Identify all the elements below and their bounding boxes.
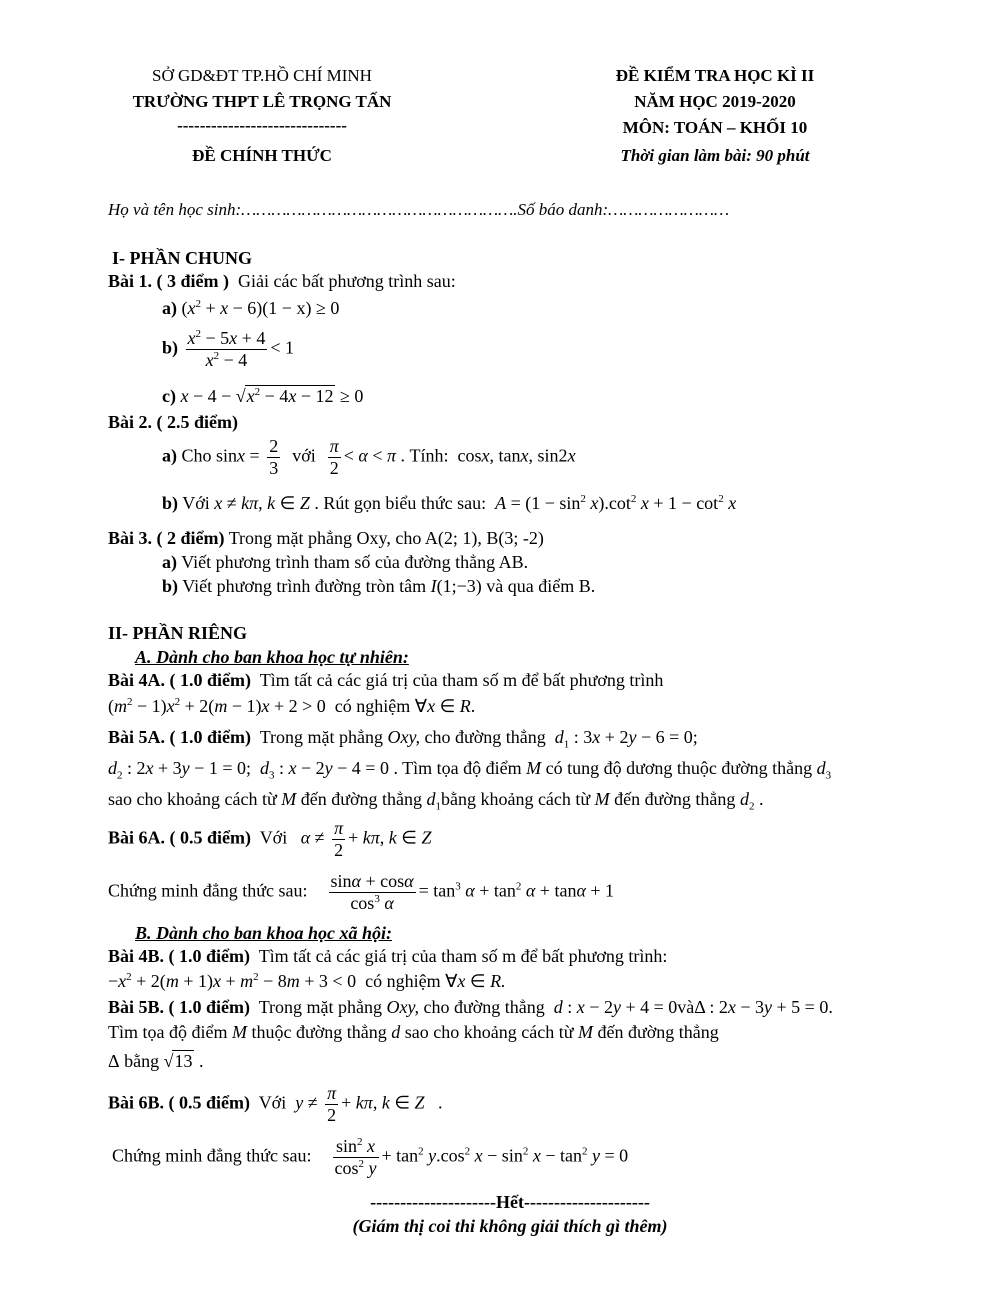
group-a-title: A. Dành cho ban khoa học tự nhiên: bbox=[135, 647, 409, 667]
bai6b-line2: Chứng minh đẳng thức sau: $\frac{\sin^2 x}{\cos^2 y}$ + $\tan^2 y.\cos^2$ $x - \sin^2 x - \tan^2 y = 0$ bbox=[112, 1136, 629, 1178]
bai1 bbox=[108, 271, 456, 292]
bai4a-inequality: $(m^2 - 1)x^2 + 2(m - 1)x + 2 > 0$ có nghiệm ∀x ∈ R. bbox=[108, 696, 476, 716]
official-label: ĐỀ CHÍNH THỨC bbox=[192, 146, 332, 165]
student-info-line: Họ và tên học sinh:……………………………………………….Số báo danh:…………………… bbox=[108, 200, 730, 219]
part2-title: II- PHẦN RIÊNG bbox=[108, 623, 248, 643]
part1-title: I- PHẦN CHUNG bbox=[112, 248, 252, 268]
bai2-head: Bài 2. ( 2.5 điểm) bbox=[108, 412, 238, 432]
subject-grade: MÔN: TOÁN – KHỐI 10 bbox=[622, 118, 808, 137]
exam-title: ĐỀ KIỂM TRA HỌC KÌ II bbox=[615, 66, 815, 85]
bai1-c: c) $x - 4 - √x^2 - 4x - 12 \ge 0$ bbox=[162, 386, 364, 406]
bai3: Bài 3. ( 2 điểm) Trong mặt phẳng Oxy, cho A(2; 1), B(3; -2) bbox=[108, 528, 544, 548]
bai2-a: a) Cho sinx = $\frac{2}{3}$ với $\frac{\pi}{2}$ < α < π . Tính: cosx, tanx, sin2x bbox=[162, 436, 576, 478]
group-b-title: B. Dành cho ban khoa học xã hội: bbox=[135, 923, 393, 943]
bai5b-line2: Tìm tọa độ điểm M thuộc đường thẳng d sao cho khoảng cách từ M đến đường thẳng bbox=[108, 1022, 719, 1042]
department-name: SỞ GD&ĐT TP.HỒ CHÍ MINH bbox=[152, 66, 372, 85]
end-marker: ---------------------Hết--------------------- bbox=[370, 1192, 650, 1212]
bai5a-line1: Bài 5A. ( 1.0 điểm) Trong mặt phẳng Oxy, cho đường thẳng $d_1$ : 3x + 2y − 6 = 0; bbox=[108, 727, 698, 751]
bai4b: Bài 4B. ( 1.0 điểm) Tìm tất cả các giá trị của tham số m để bất phương trình: bbox=[108, 946, 668, 966]
bai6b-line1: Bài 6B. ( 0.5 điểm) Với y ≠ $\frac{\pi}{2}$ + kπ, k ∈ Z . bbox=[108, 1083, 443, 1125]
bai6a-line1: Bài 6A. ( 0.5 điểm) Với α ≠ $\frac{\pi}{2}$ + kπ, k ∈ Z bbox=[108, 818, 432, 860]
bai5a-line2: $d_2$ : 2x + 3y − 1 = 0; $d_3$ : x − 2y − 4 = 0 . Tìm tọa độ điểm M có tung độ dương thuộc đường thẳng $d_3$ bbox=[108, 758, 832, 782]
bai5b-line3: Δ bằng √13 . bbox=[108, 1051, 204, 1071]
exam-duration: Thời gian làm bài: 90 phút bbox=[620, 146, 810, 165]
footer-note: (Giám thị coi thi không giải thích gì thêm) bbox=[352, 1216, 668, 1236]
bai4a: Bài 4A. ( 1.0 điểm) Tìm tất cả các giá trị của tham số m để bất phương trình bbox=[108, 670, 664, 690]
school-year: NĂM HỌC 2019-2020 bbox=[634, 92, 796, 111]
bai5a-line3: sao cho khoảng cách từ M đến đường thẳng $d_1bằng$ khoảng cách từ M đến đường thẳng $d_2$ . bbox=[108, 789, 764, 813]
bai2-b: b) Với x ≠ kπ, k ∈ Z . Rút gọn biểu thức sau: $A = (1 - \sin^2 x).\cot^2$ $x + 1 - \cot^2 x$ bbox=[162, 493, 737, 513]
bai1-text: Giải các bất phương trình sau: bbox=[238, 271, 456, 291]
header-divider: ------------------------------ bbox=[177, 116, 347, 135]
bai1-head: Bài 1. ( 3 điểm ) bbox=[108, 271, 229, 291]
bai1-b: b) $\frac{x^2 - 5x + 4}{x^2 - 4}$ < 1 bbox=[162, 328, 294, 370]
bai4b-inequality: $-x^2 + 2(m + 1)x + m^2 - 8m + 3 < 0$ có nghiệm ∀x ∈ R. bbox=[108, 971, 506, 991]
bai1-a: a) $(x^2 + x - 6)(1 - x) \ge 0$ bbox=[162, 298, 340, 318]
bai5b-line1: Bài 5B. ( 1.0 điểm) Trong mặt phẳng Oxy, cho đường thẳng d : x − 2y + 4 = 0vàΔ : 2x − 3y + 5 = 0. bbox=[108, 997, 833, 1017]
bai3-b: b) Viết phương trình đường tròn tâm I(1;−3) và qua điểm B. bbox=[162, 576, 596, 596]
school-name: TRƯỜNG THPT LÊ TRỌNG TẤN bbox=[132, 92, 392, 111]
bai6a-line2: Chứng minh đẳng thức sau: $\frac{\sin\alpha + \cos\alpha}{\cos^3 \alpha}$ = $\tan^3 \alpha + \tan^2 \alpha + \tan\alpha + 1$ bbox=[108, 871, 615, 913]
bai3-a: a) Viết phương trình tham số của đường thẳng AB. bbox=[162, 552, 529, 572]
